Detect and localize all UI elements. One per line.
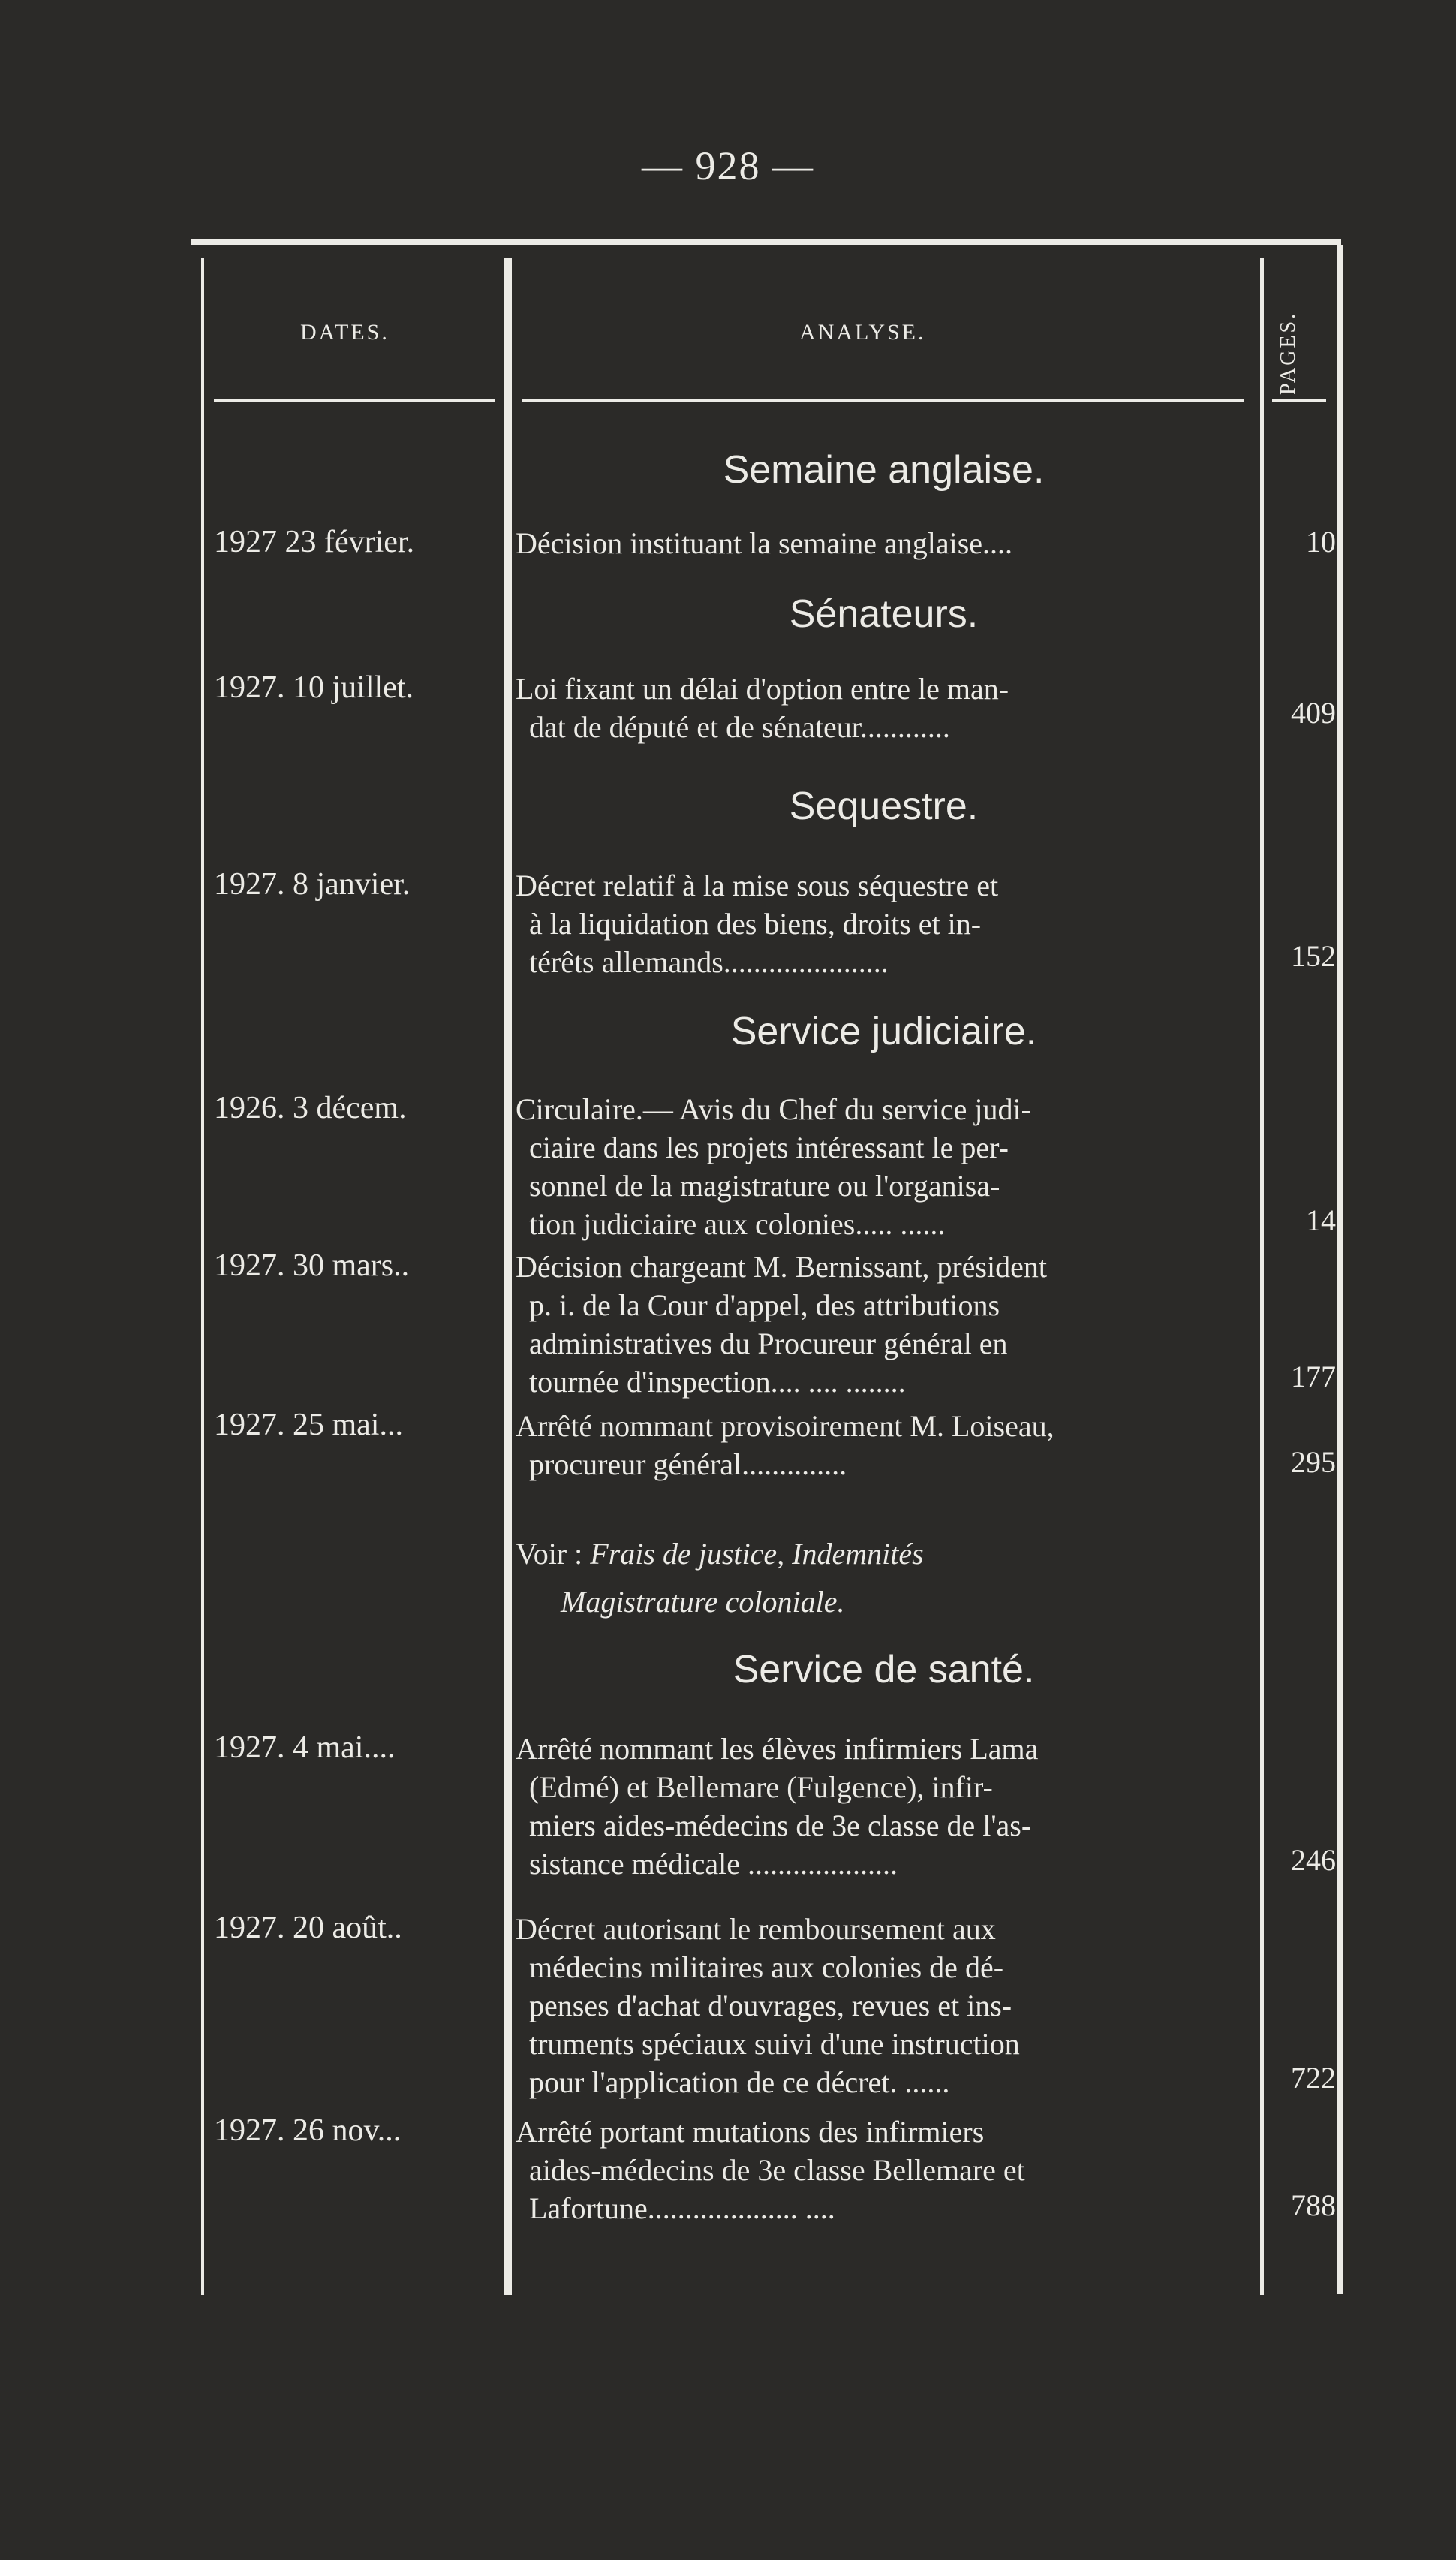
column-divider-pages	[1260, 258, 1264, 2295]
entry-page: 409	[1291, 696, 1336, 730]
analyse-line: penses d'achat d'ouvrages, revues et ins-	[529, 1989, 1012, 2022]
header-rule-dates	[214, 399, 495, 402]
entry-date: 1927. 30 mars..	[214, 1248, 410, 1283]
analyse-line: Arrêté nommant provisoirement M. Loiseau,	[516, 1409, 1054, 1443]
see-also-prefix: Voir :	[516, 1537, 583, 1571]
entry-analyse	[516, 1090, 1259, 1243]
analyse-line: Arrêté portant mutations des infirmiers	[516, 2115, 985, 2149]
analyse-line: miers aides-médecins de 3e classe de l'as-	[529, 1809, 1032, 1842]
analyse-line: Loi fixant un délai d'option entre le man-	[516, 672, 1009, 706]
entry-page: 788	[1291, 2188, 1336, 2222]
analyse-line: ciaire dans les projets intéressant le per-	[529, 1131, 1009, 1164]
entry-date: 1927. 20 août..	[214, 1911, 402, 1945]
analyse-line: aides-médecins de 3e classe Bellemare et	[529, 2153, 1025, 2187]
index-table	[191, 239, 1341, 2287]
entry-analyse	[516, 1910, 1259, 2101]
header-analyse: ANALYSE.	[799, 320, 926, 345]
analyse-line: Décret relatif à la mise sous séquestre et	[516, 869, 999, 902]
entry-analyse	[516, 866, 1259, 981]
entry-page: 246	[1291, 1843, 1336, 1877]
entry-page: 14	[1306, 1203, 1336, 1237]
analyse-line: tournée d'inspection.... .... ........	[529, 1365, 906, 1399]
analyse-line: tion judiciaire aux colonies..... ......	[529, 1207, 946, 1241]
analyse-line: dat de député et de sénateur............	[529, 710, 950, 744]
analyse-line: p. i. de la Cour d'appel, des attributions	[529, 1288, 1000, 1322]
entry-page: 722	[1291, 2061, 1336, 2095]
analyse-line: Circulaire.— Avis du Chef du service judi-	[516, 1092, 1031, 1126]
entry-analyse	[516, 1730, 1259, 1883]
analyse-line: Décision chargeant M. Bernissant, président	[516, 1250, 1047, 1284]
section-title: Semaine anglaise.	[723, 448, 1045, 492]
header-rule-pages	[1272, 399, 1326, 402]
analyse-line: (Edmé) et Bellemare (Fulgence), infir-	[529, 1770, 993, 1804]
page-number: — 928 —	[642, 143, 814, 188]
analyse-line: térêts allemands......................	[529, 945, 889, 979]
entry-date: 1927. 10 juillet.	[214, 670, 414, 705]
analyse-line: pour l'application de ce décret. ......	[529, 2065, 950, 2099]
entry-date: 1927. 25 mai...	[214, 1408, 403, 1442]
entry-date: 1927. 26 nov...	[214, 2113, 402, 2148]
see-also-line1: Frais de justice, Indemnités	[590, 1537, 924, 1571]
entry-page: 177	[1291, 1360, 1336, 1393]
entry-date: 1927. 8 janvier.	[214, 867, 411, 902]
entry-page: 10	[1306, 525, 1336, 559]
section-title: Service de santé.	[733, 1648, 1035, 1691]
entry-analyse	[516, 2113, 1259, 2227]
table-border-left	[201, 258, 204, 2295]
entry-analyse	[516, 524, 1259, 562]
analyse-line: sonnel de la magistrature ou l'organisa-	[529, 1169, 1000, 1203]
header-dates: DATES.	[300, 320, 390, 345]
analyse-line: procureur général..............	[529, 1447, 847, 1481]
analyse-line: Arrêté nommant les élèves infirmiers Lama	[516, 1732, 1039, 1766]
analyse-line: Décision instituant la semaine anglaise....	[516, 526, 1013, 560]
analyse-line: administratives du Procureur général en	[529, 1327, 1008, 1360]
entry-page: 152	[1291, 939, 1336, 973]
analyse-line: truments spéciaux suivi d'une instruction	[529, 2027, 1020, 2061]
section-title: Sequestre.	[789, 785, 979, 828]
entry-analyse	[516, 1407, 1259, 1483]
header-pages: PAGES.	[1277, 311, 1300, 395]
section-title: Sénateurs.	[789, 592, 979, 636]
analyse-line: médecins militaires aux colonies de dé-	[529, 1950, 1004, 1984]
entry-analyse	[516, 670, 1259, 746]
see-also-reference	[516, 1530, 1259, 1626]
entry-date: 1927. 4 mai....	[214, 1730, 396, 1765]
entry-date: 1926. 3 décem.	[214, 1091, 407, 1125]
analyse-line: Décret autorisant le remboursement aux	[516, 1912, 996, 1946]
entry-date: 1927 23 février.	[214, 525, 415, 559]
analyse-line: Lafortune.................... ....	[529, 2191, 835, 2225]
table-border-right	[1337, 245, 1343, 2294]
see-also-line2: Magistrature coloniale.	[561, 1585, 845, 1619]
analyse-line: à la liquidation des biens, droits et in-	[529, 907, 982, 941]
header-rule-analyse	[522, 399, 1244, 402]
entry-page: 295	[1291, 1445, 1336, 1479]
section-title: Service judiciaire.	[730, 1010, 1037, 1053]
analyse-line: sistance médicale ....................	[529, 1847, 898, 1881]
entry-analyse	[516, 1248, 1259, 1401]
